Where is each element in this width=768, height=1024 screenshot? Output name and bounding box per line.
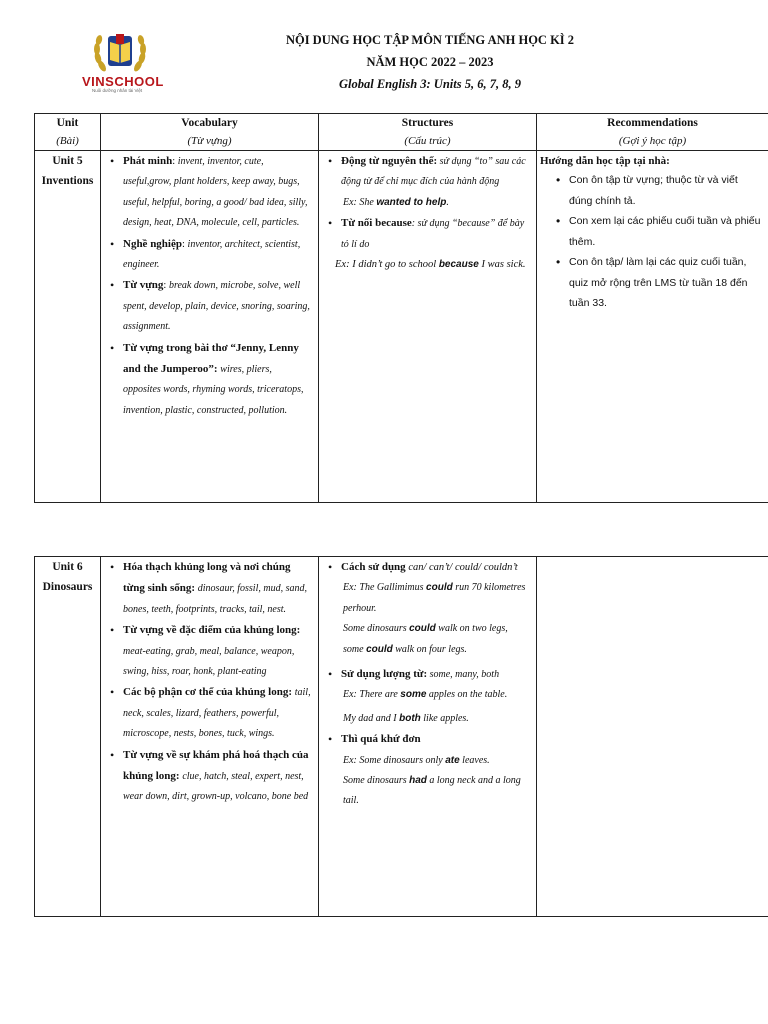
unit5-recommendations <box>537 151 768 503</box>
header-vocabulary: Vocabulary (Từ vựng) <box>101 114 319 151</box>
curriculum-table-2 <box>34 556 768 917</box>
curriculum-table-1 <box>34 113 768 503</box>
header-recommendations: Recommendations (Gợi ý học tập) <box>537 114 768 151</box>
unit6-recommendations <box>537 557 768 917</box>
list-item: • Sử dụng lượng từ: some, many, both Ex: There are some apples on the table. My dad and I both like apples. <box>341 664 530 729</box>
logo-tagline: Nuôi dưỡng nhân tài Việt <box>92 88 143 93</box>
list-item: • Từ nối because: sử dụng “because” để bày tỏ lí do <box>341 213 530 255</box>
list-item: • Từ vựng về đặc điểm của khủng long: meat-eating, grab, meal, balance, weapon, swing, hiss, roar, honk, plant-eating <box>123 620 312 682</box>
unit6-label: Unit 6 Dinosaurs <box>35 557 101 917</box>
unit5-example-because: Ex: I didn’t go to school because I was sick. <box>335 259 526 271</box>
list-item: • Từ vựng: break down, microbe, solve, well spent, develop, plain, device, snoring, soaring, assignment. <box>123 275 312 337</box>
list-item: • Động từ nguyên thể: sử dụng “to” sau các động từ để chỉ mục đích của hành động Ex: She wanted to help. <box>341 151 530 213</box>
list-item: • Phát minh: invent, inventor, cute, useful,grow, plant holders, keep away, bugs, useful, helpful, boring, a good/ bad idea, silly, design, heat, DNA, molecule, cell, particles. <box>123 151 312 234</box>
unit6-vocabulary <box>101 557 319 917</box>
unit5-row <box>35 151 768 503</box>
document-title: NỘI DUNG HỌC TẬP MÔN TIẾNG ANH HỌC KÌ 2 <box>285 33 575 47</box>
logo-wordmark: VINSCHOOL <box>82 74 164 89</box>
list-item: • Nghề nghiệp: inventor, architect, scientist, engineer. <box>123 234 312 276</box>
recommendations-title: Hướng dẫn học tập tại nhà: <box>540 155 670 167</box>
course-units: Global English 3: Units 5, 6, 7, 8, 9 <box>339 77 521 91</box>
table-header-row <box>35 114 768 151</box>
unit6-row <box>35 557 768 917</box>
list-item: • Con ôn tập/ làm lại các quiz cuối tuần, quiz mở rộng trên LMS từ tuần 18 đến tuần 33. <box>569 252 762 314</box>
list-item: • Con xem lại các phiếu cuối tuần và phiếu thêm. <box>569 211 762 252</box>
unit6-structures <box>319 557 537 917</box>
school-year: NĂM HỌC 2022 – 2023 <box>366 55 494 69</box>
header-unit: Unit (Bài) <box>35 114 101 151</box>
list-item: • Thì quá khứ đơn Ex: Some dinosaurs only ate leaves. Some dinosaurs had a long neck and a long tail. <box>341 729 530 812</box>
unit5-structures <box>319 151 537 503</box>
unit5-label: Unit 5 Inventions <box>35 151 101 503</box>
list-item: • Hóa thạch khủng long và nơi chúng từng sinh sống: dinosaur, fossil, mud, sand, bones, teeth, footprints, tracks, tail, nest. <box>123 557 312 620</box>
list-item: • Từ vựng trong bài thơ “Jenny, Lenny and the Jumperoo”: wires, pliers, opposites words, rhyming words, triceratops, invention, plastic, constructed, pollution. <box>123 338 312 422</box>
list-item: • Cách sử dụng can/ can’t/ could/ couldn’t Ex: The Gallimimus could run 70 kilometres perhour. Some dinosaurs could walk on two legs, some could walk on four legs. <box>341 557 530 660</box>
unit5-vocabulary <box>101 151 319 503</box>
list-item: • Từ vựng về sự khám phá hoá thạch của khủng long: clue, hatch, steal, expert, nest, wear down, dirt, grown-up, volcano, bone bed <box>123 745 312 808</box>
list-item: • Con ôn tập từ vựng; thuộc từ và viết đúng chính tả. <box>569 170 762 211</box>
list-item: • Các bộ phận cơ thể của khủng long: tail, neck, scales, lizard, feathers, powerful, microscope, nests, bones, tuck, wings. <box>123 682 312 744</box>
header-structures: Structures (Cấu trúc) <box>319 114 537 151</box>
